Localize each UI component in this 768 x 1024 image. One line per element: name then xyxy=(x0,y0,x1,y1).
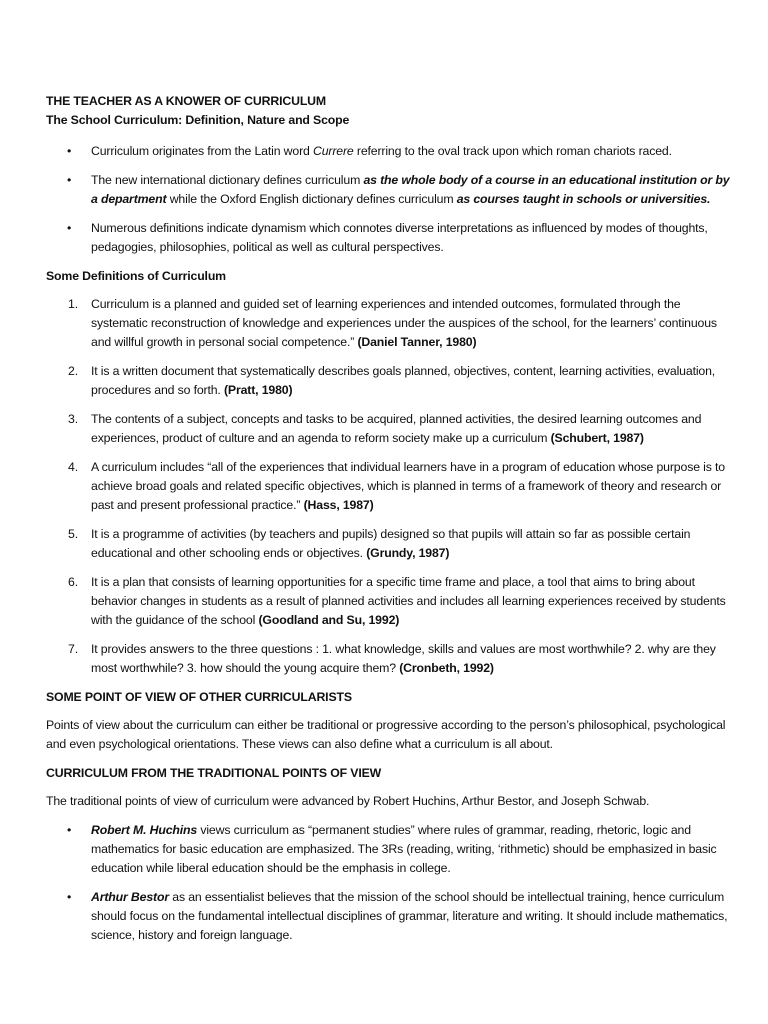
bullet-text: as an essentialist believes that the mission of the school should be intellectual training, hence curriculum should focus on the fundamental intellectual disciplines of grammar, literature and writing. It should include mathematics, science, history and foreign language. xyxy=(91,890,728,942)
definition-text: It is a written document that systematically describes goals planned, objectives, content, learning activities, evaluation, procedures and so forth. xyxy=(91,364,716,397)
bullet-icon: • xyxy=(67,823,72,837)
bullet-text: Curriculum originates from the Latin word xyxy=(91,144,313,158)
pov-heading: SOME POINT OF VIEW OF OTHER CURRICULARISTS xyxy=(46,690,352,704)
definition-number: 6. xyxy=(68,575,78,589)
bullet-text: Robert M. Huchins xyxy=(91,823,198,837)
bullet-icon: • xyxy=(67,221,72,235)
bullet-item xyxy=(46,888,730,945)
bullet-text: referring to the oval track upon which roman chariots raced. xyxy=(353,144,672,158)
bullet-text: while the Oxford English dictionary defines curriculum xyxy=(166,192,457,206)
definition-text: Curriculum is a planned and guided set of learning experiences and intended outcomes, formulated through the systematic reconstruction of knowledge and experiences under the auspices of the school, for the learners’ continuous and willful growth in personal social competence.” xyxy=(91,297,717,349)
definition-number: 2. xyxy=(68,364,78,378)
bullet-text: The new international dictionary defines curriculum xyxy=(91,173,364,187)
bullet-item xyxy=(46,142,730,161)
definition-item xyxy=(46,573,730,630)
bullet-text: as the whole body of a course in an educational institution or by a department xyxy=(91,173,730,206)
definition-item xyxy=(46,525,730,563)
traditional-paragraph: The traditional points of view of curriculum were advanced by Robert Huchins, Arthur Bestor, and Joseph Schwab. xyxy=(46,794,650,808)
definition-number: 7. xyxy=(68,642,78,656)
bullet-text: Numerous definitions indicate dynamism which connotes diverse interpretations as influenced by modes of thoughts, pedagogies, philosophies, political as well as cultural perspectives. xyxy=(91,221,708,254)
definition-text: It provides answers to the three questions : 1. what knowledge, skills and values are most worthwhile? 2. why are they most worthwhile? 3. how should the young acquire them? xyxy=(91,642,716,675)
definition-item xyxy=(46,458,730,515)
bullet-icon: • xyxy=(67,890,72,904)
definition-text: The contents of a subject, concepts and tasks to be acquired, planned activities, the desired learning outcomes and experiences, product of culture and an agenda to reform society make up a curriculum xyxy=(91,412,702,445)
definition-text: It is a plan that consists of learning opportunities for a specific time frame and place, a tool that aims to bring about behavior changes in students as a result of planned activities and includes all learning experiences received by students with the guidance of the school xyxy=(91,575,726,627)
bullet-text: Currere xyxy=(312,144,354,158)
pov-paragraph: Points of view about the curriculum can either be traditional or progressive according to the person’s philosophical, psychological and even psychological orientations. These views can also define what a curriculum is all about. xyxy=(46,718,726,751)
definition-citation: (Grundy, 1987) xyxy=(366,546,450,560)
definition-number: 1. xyxy=(68,297,78,311)
document-subtitle: The School Curriculum: Definition, Nature and Scope xyxy=(46,113,350,127)
traditional-heading: CURRICULUM FROM THE TRADITIONAL POINTS OF VIEW xyxy=(46,766,382,780)
definition-number: 4. xyxy=(68,460,78,474)
bullet-item xyxy=(46,219,730,257)
bullet-item xyxy=(46,171,730,209)
bullet-icon: • xyxy=(67,173,72,187)
definition-item xyxy=(46,362,730,400)
definitions-list xyxy=(46,295,730,678)
definition-citation: (Hass, 1987) xyxy=(303,498,374,512)
definition-text: It is a programme of activities (by teachers and pupils) designed so that pupils will attain so far as possible certain educational and other schooling ends or objectives. xyxy=(91,527,691,560)
definitions-heading: Some Definitions of Curriculum xyxy=(46,269,226,283)
intro-bullet-list xyxy=(46,142,730,257)
traditional-bullet-list xyxy=(46,821,730,945)
definition-number: 3. xyxy=(68,412,78,426)
definition-citation: (Goodland and Su, 1992) xyxy=(258,613,400,627)
definition-citation: (Cronbeth, 1992) xyxy=(399,661,494,675)
definition-item xyxy=(46,410,730,448)
definition-item xyxy=(46,295,730,352)
bullet-item xyxy=(46,821,730,878)
definition-citation: (Daniel Tanner, 1980) xyxy=(357,335,477,349)
bullet-text: as courses taught in schools or universities. xyxy=(456,192,711,206)
document-body xyxy=(46,92,730,955)
definition-number: 5. xyxy=(68,527,78,541)
bullet-text: Arthur Bestor xyxy=(91,890,169,904)
definition-item xyxy=(46,640,730,678)
definition-citation: (Pratt, 1980) xyxy=(223,383,293,397)
bullet-text: views curriculum as “permanent studies” where rules of grammar, reading, rhetoric, logic and mathematics for basic education are emphasized. The 3Rs (reading, writing, ‘rithmetic) should be emphasized in basic education while liberal education should be the emphasis in college. xyxy=(91,823,717,875)
document-title: THE TEACHER AS A KNOWER OF CURRICULUM xyxy=(46,94,326,108)
definition-citation: (Schubert, 1987) xyxy=(550,431,644,445)
definition-text: A curriculum includes “all of the experiences that individual learners have in a program of education whose purpose is to achieve broad goals and related specific objectives, which is planned in terms of a framework of theory and research or past and present professional practice.” xyxy=(91,460,725,512)
bullet-icon: • xyxy=(67,144,72,158)
